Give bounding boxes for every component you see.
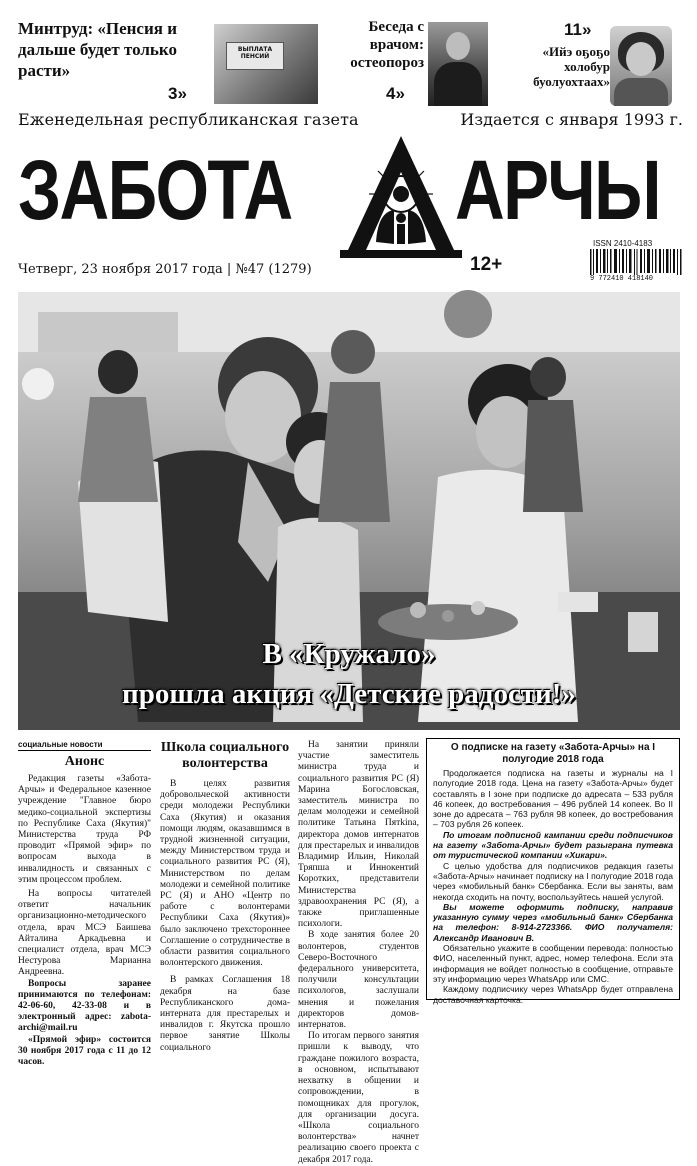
masthead [18,132,684,282]
article-paragraph: Редакция газеты «Забота-Арчы» и Федеральное казенное учреждение "Главное бюро медико-социальной экспертизы по Республике Саха (Якутия)" Министерства труда РФ проводит «Прямой эфир» по вопросам выхода в инвалидность и связанных с этим процессом проблем. [18,774,151,885]
teaser-text: «Ийэ оҕоҕо холобур буолуохтаах» [533,44,610,89]
age-rating: 12+ [470,254,503,275]
barcode-icon [590,249,686,275]
article-paragraph: На вопросы читателей ответит начальник организационно-методического отдела, врач МСЭ Баишева Айталина Аркадьевна и специалист отдела, врач МСЭ Нестурова Марианна Андреевна. [18,889,151,978]
teaser-photo [428,22,488,106]
headline-line-1: В «Кружало» [262,638,436,670]
headline-line-2: прошла акция «Детские радости!» [122,678,576,710]
article-paragraph: «Прямой эфир» состоится 30 ноября 2017 года с 11 до 12 часов. [18,1034,151,1068]
barcode-number: 9 772410 418140 [590,275,654,283]
photo-sign: ВЫПЛАТА ПЕНСИЙ [226,42,284,70]
teaser-text: Минтруд: «Пенсия и дальше будет только расти» [18,19,178,80]
section-label: социальные новости [18,740,151,751]
teaser-text: Беседа с врачом: остеопороз [350,19,424,71]
teaser-photo [214,24,318,104]
subscription-paragraph: Обязательно укажите в сообщении перевода: полностью ФИО, населенный пункт, адрес, номер телефона. Если эта информация не войдет полностью в сообщение, отправьте эту информацию через WhatsApp или СМС. [433,943,673,984]
article-title: Анонс [64,754,105,769]
announcement-column [18,740,151,1068]
teaser-page-number: 3» [168,84,187,103]
article-paragraph: В целях развития добровольческой активности среди молодежи Республики Саха (Якутия) и оказания помощи людям, оказавшимся в трудной жизненной ситуации, между Министерством труда и социального развития РС (Я), Министерством по делам молодежи и семейной политике РС (Я) и АНО «Центр по работе с волонтерами Республики Саха (Якутия)» было заключено трехстороннее Соглашение о сотрудничестве в области развития социального волонтерского движения. [160,779,290,969]
volunteer-column-continued [298,740,419,1166]
main-photo [18,292,680,730]
teaser-page-number: 11» [564,20,592,39]
logo-icon [336,132,466,272]
subscription-paragraph: По итогам подписной кампании среди подписчиков на газету «Забота-Арчы» будет разыграна путевка от туристической компании «Хикари». [433,829,673,861]
teaser-mother[interactable] [510,14,685,106]
article-paragraph: По итогам первого занятия пришли к выводу, что граждане пожилого возраста, в основном, испытывают нехватку в общении и сопровождении, в помощниках для прогулок, для организации досуга. «Школа социального волонтерства» начнет реализацию своего проекта с декабря 2017 года. [298,1031,419,1165]
article-paragraph: Вопросы заранее принимаются по телефонам: 42-06-60, 42-33-08 и в электронный адрес: zabota-archi@mail.ru [18,978,151,1034]
teaser-doctor[interactable] [338,14,488,106]
issue-line: Четверг, 23 ноября 2017 года | №47 (1279) [18,262,312,277]
volunteer-column [160,740,290,1054]
founded-line: Издается с января 1993 г. [460,110,683,129]
teaser-photo [610,26,672,106]
article-paragraph: В рамках Соглашения 18 декабря на базе Республиканского дома-интерната для престарелых и инвалидов г. Якутска прошло первое занятие Школы социального [160,975,290,1053]
article-paragraph: На занятии приняли участие заместитель министра труда и социального развития РС (Я) Марина Богословская, заместитель министра по делам молодежи и семейной политике Татьяна Пятkina, директора домов интернатов для престарелых и инвалидов Владимир Ильин, Николай Тряпша и Иннокентий Коротких, представители Министерства здравоохранения РС (Я), а также приглашенные психологи. [298,740,419,930]
teaser-pension[interactable] [18,14,318,106]
subscription-paragraph: Продолжается подписка на газеты и журналы на I полугодие 2018 года. Цена на газету «Забота-Арчы» будет составлять в I зоне при подписке до адресата – 533 рубля 46 копеек, до востребования – 496 рублей 14 копеек. Во II зоне до адресата – 763 рубля 98 копеек, до востребования – 703 рубля 26 копеек. [433,768,673,830]
subscription-title: О подписке на газету «Забота-Арчы» на I полугодие 2018 года [450,742,656,765]
subscription-paragraph: Каждому подписчику через WhatsApp будет отправлена доставочная карточка. [433,984,673,1005]
teaser-page-number: 4» [386,84,405,103]
issn: ISSN 2410-4183 [593,239,653,248]
subscription-box [426,738,680,1005]
article-title: Школа социального волонтерства [160,740,290,771]
masthead-title-right: АРЧЫ [455,143,660,237]
masthead-title-left: ЗАБОТА [18,143,292,237]
tagline: Еженедельная республиканская газета [18,110,359,129]
subscription-paragraph: С целью удобства для подписчиков редакция газеты «Забота-Арчы» начинает подписку на I полугодие 2018 года через «мобильный банк» Сбербанка. Если вы заняты, вам некогда сходить на почту, воспользуйтесь нашей услугой. [433,860,673,902]
subscription-paragraph: Вы можете оформить подписку, направив указанную сумму через «мобильный банк» Сбербанка на телефон: 8-914-2723366. ФИО получателя: Александр Иванович В. [433,901,673,943]
article-paragraph: В ходе занятия более 20 волонтеров, студентов Северо-Восточного федерального университета, получили консультации психологов, заслушали мнения и пожелания директоров домов-интернатов. [298,930,419,1031]
